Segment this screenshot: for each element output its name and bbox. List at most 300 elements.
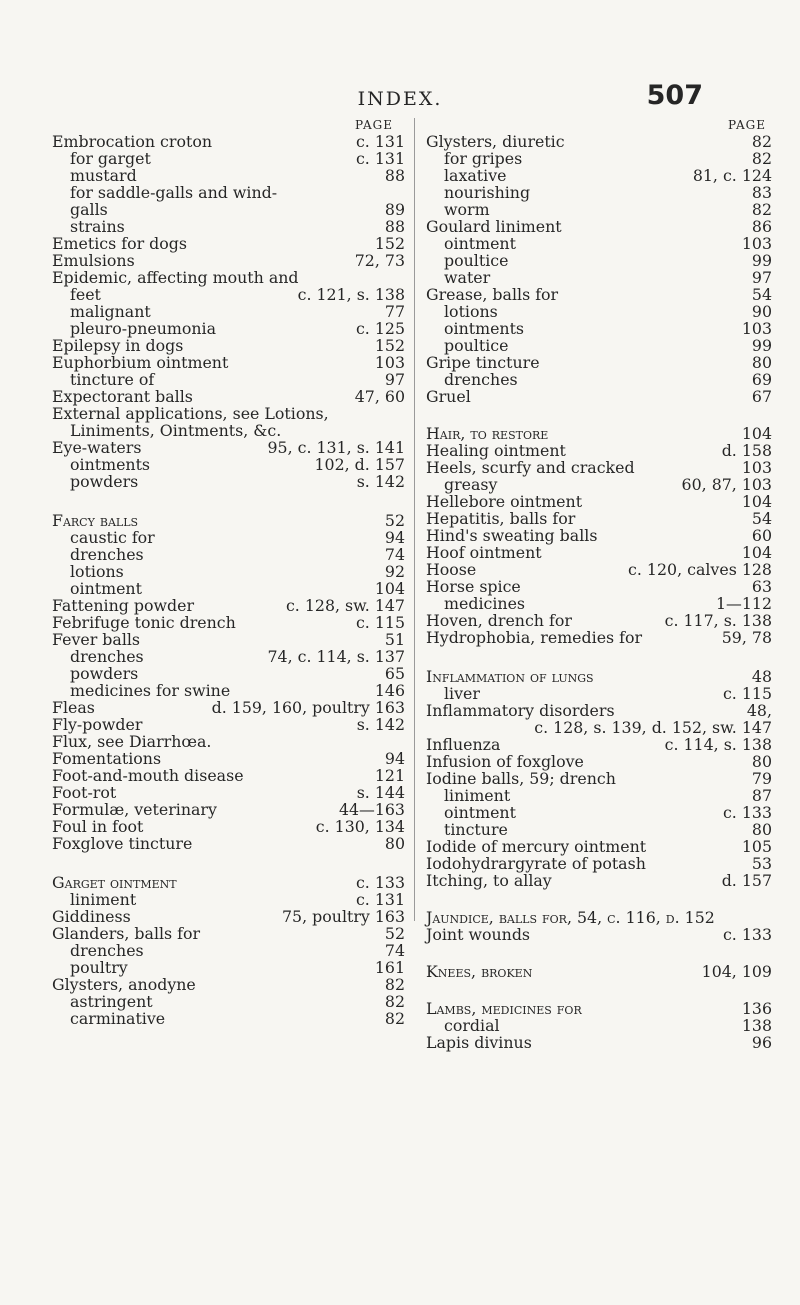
index-entry [426, 201, 772, 218]
index-entry [426, 388, 772, 405]
entry-page-ref: d. 157 [721, 871, 772, 890]
entry-term: Flux, see Diarrhœa. [52, 732, 212, 751]
index-entry [52, 835, 405, 852]
index-entry [52, 665, 405, 682]
entry-term: pleuro-pneumonia [70, 319, 217, 338]
entry-term: Hair, to restore [426, 424, 549, 443]
index-entry [426, 252, 772, 269]
index-entry [52, 818, 405, 835]
entry-page-ref: 54 [751, 285, 772, 304]
entry-page-ref: 63 [751, 577, 772, 596]
entry-page-ref: d. 158 [721, 441, 772, 460]
entry-term: ointments [70, 455, 151, 474]
entry-term: drenches [444, 370, 518, 389]
index-entry [52, 631, 405, 648]
entry-page-ref: 51 [384, 630, 405, 649]
group-spacer [52, 490, 405, 512]
entry-page-ref: 53 [751, 854, 772, 873]
index-entry [426, 804, 772, 821]
entry-term: tincture [444, 820, 508, 839]
entry-page-ref: 94 [384, 749, 405, 768]
index-entry [426, 133, 772, 150]
index-entry [52, 976, 405, 993]
entry-page-ref: 105 [741, 837, 772, 856]
entry-term: Healing ointment [426, 441, 566, 460]
group-spacer [426, 943, 772, 963]
index-entry [52, 252, 405, 269]
entry-page-ref: 161 [374, 958, 405, 977]
entry-term: Foul in foot [52, 817, 144, 836]
entry-term: strains [70, 217, 125, 236]
index-entry [426, 354, 772, 371]
entry-page-ref: 103 [741, 458, 772, 477]
entry-page-ref: c. 125 [355, 319, 405, 338]
entry-term: liniment [70, 890, 137, 909]
index-entry [426, 527, 772, 544]
index-entry [426, 167, 772, 184]
page-column-label: PAGE [728, 118, 766, 132]
entry-term: Infusion of foxglove [426, 752, 584, 771]
entry-term: Hind's sweating balls [426, 526, 598, 545]
entry-page-ref: c. 120, calves 128 [628, 560, 772, 579]
entry-term: Epidemic, affecting mouth and [52, 268, 299, 287]
entry-term: Glanders, balls for [52, 924, 201, 943]
entry-page-ref: 1—112 [716, 594, 772, 613]
index-entry [52, 337, 405, 354]
index-entry [426, 872, 772, 889]
index-entry [52, 1010, 405, 1027]
group-spacer [426, 646, 772, 668]
entry-page-ref: 88 [384, 166, 405, 185]
entry-page-ref: c. 133 [722, 803, 772, 822]
entry-term: Foot-and-mouth disease [52, 766, 244, 785]
entry-page-ref: 104 [741, 492, 772, 511]
entry-term: Inflammation of lungs [426, 667, 594, 686]
index-entry [426, 459, 772, 476]
entry-page-ref: 92 [384, 562, 405, 581]
index-entry [426, 561, 772, 578]
index-entry [426, 668, 772, 685]
index-entry [52, 925, 405, 942]
entry-term: caustic for [70, 528, 155, 547]
index-entry [52, 150, 405, 167]
entry-term: ointment [444, 803, 516, 822]
entry-term: Jaundice, balls for, 54, c. 116, d. 152 [426, 908, 715, 927]
index-entry [52, 456, 405, 473]
index-entry [52, 699, 405, 716]
index-entry [426, 218, 772, 235]
entry-page-ref: c. 131 [355, 132, 405, 151]
index-entry [426, 736, 772, 753]
entry-term: External applications, see Lotions, Liniments, Ointments, &c. [52, 404, 329, 440]
entry-page-ref: 60, 87, 103 [681, 475, 772, 494]
entry-term: galls [70, 200, 108, 219]
index-entry [52, 388, 405, 405]
entry-term: Iodohydrargyrate of potash [426, 854, 646, 873]
entry-page-ref: c. 130, 134 [315, 817, 405, 836]
index-entry [426, 184, 772, 201]
entry-term: lotions [444, 302, 498, 321]
entry-page-ref: 82 [751, 200, 772, 219]
entry-page-ref: 95, c. 131, s. 141 [267, 438, 405, 457]
entry-term: Iodide of mercury ointment [426, 837, 647, 856]
entry-page-ref: 82 [384, 975, 405, 994]
index-entry [52, 580, 405, 597]
index-entry [52, 874, 405, 891]
entry-page-ref: 94 [384, 528, 405, 547]
entry-page-ref: 80 [384, 834, 405, 853]
entry-term: Hoof ointment [426, 543, 542, 562]
entry-page-ref: 138 [741, 1016, 772, 1035]
entry-term: ointment [70, 579, 142, 598]
index-entry [52, 682, 405, 699]
entry-term: malignant [70, 302, 151, 321]
entry-term: Fleas [52, 698, 95, 717]
entry-term: nourishing [444, 183, 531, 202]
entry-term: water [444, 268, 491, 287]
group-spacer [426, 889, 772, 909]
index-entry [426, 926, 772, 943]
index-entry [52, 269, 405, 286]
index-entry [426, 909, 772, 926]
index-entry [426, 286, 772, 303]
entry-page-ref: 79 [751, 769, 772, 788]
index-entry [426, 821, 772, 838]
index-entry [52, 614, 405, 631]
index-entry [426, 371, 772, 388]
entry-page-ref: 59, 78 [721, 628, 772, 647]
entry-term: astringent [70, 992, 153, 1011]
entry-page-ref: 67 [751, 387, 772, 406]
index-entry [426, 235, 772, 252]
entry-term: liniment [444, 786, 511, 805]
entry-term: laxative [444, 166, 507, 185]
index-entry [426, 1000, 772, 1017]
entry-term: Hoose [426, 560, 477, 579]
index-entry [426, 787, 772, 804]
index-entry [52, 767, 405, 784]
entry-page-ref: 48 [751, 667, 772, 686]
index-entry [426, 855, 772, 872]
entry-term: Hepatitis, balls for [426, 509, 576, 528]
entry-term: Febrifuge tonic drench [52, 613, 236, 632]
page-column-label: PAGE [355, 118, 393, 132]
entry-term: Hoven, drench for [426, 611, 572, 630]
entry-page-ref: 99 [751, 251, 772, 270]
entry-page-ref: s. 144 [356, 783, 405, 802]
entry-term: Itching, to allay [426, 871, 552, 890]
entry-term: Gruel [426, 387, 471, 406]
entry-term: poultry [70, 958, 128, 977]
index-entry [52, 218, 405, 235]
index-entry [52, 439, 405, 456]
entry-page-ref: 82 [751, 149, 772, 168]
entry-page-ref: c. 121, s. 138 [297, 285, 405, 304]
entry-page-ref: 44—163 [338, 800, 405, 819]
index-entry [52, 908, 405, 925]
index-groups [426, 133, 772, 1051]
entry-page-ref: 75, poultry 163 [282, 907, 405, 926]
entry-page-ref: 102, d. 157 [314, 455, 405, 474]
entry-page-ref: 104, 109 [701, 962, 772, 981]
index-entry [52, 716, 405, 733]
index-entry [426, 320, 772, 337]
index-entry [426, 685, 772, 702]
entry-term: feet [70, 285, 101, 304]
entry-page-ref: 103 [374, 353, 405, 372]
index-entry [426, 510, 772, 527]
index-entry [426, 963, 772, 980]
entry-term: Foot-rot [52, 783, 117, 802]
entry-term: Glysters, anodyne [52, 975, 196, 994]
index-entry [52, 801, 405, 818]
entry-page-ref: 69 [751, 370, 772, 389]
entry-page-ref: 81, c. 124 [692, 166, 772, 185]
entry-page-ref: 90 [751, 302, 772, 321]
index-entry [52, 184, 405, 201]
entry-term: Glysters, diuretic [426, 132, 565, 151]
entry-page-ref: d. 159, 160, poultry 163 [211, 698, 405, 717]
index-entry [52, 597, 405, 614]
index-entry [426, 544, 772, 561]
entry-page-ref: 89 [384, 200, 405, 219]
entry-page-ref: 48, [746, 701, 772, 720]
entry-term: c. 128, s. 139, d. 152, sw. 147 [534, 718, 772, 737]
entry-page-ref: 152 [374, 336, 405, 355]
index-entry [426, 337, 772, 354]
index-entry [426, 150, 772, 167]
index-entry [426, 425, 772, 442]
entry-page-ref: c. 115 [355, 613, 405, 632]
entry-term: Influenza [426, 735, 501, 754]
index-entry [426, 476, 772, 493]
entry-page-ref: c. 117, s. 138 [664, 611, 772, 630]
entry-page-ref: 97 [384, 370, 405, 389]
entry-page-ref: 60 [751, 526, 772, 545]
index-entry [52, 563, 405, 580]
index-entry [52, 133, 405, 150]
entry-term: carminative [70, 1009, 166, 1028]
entry-term: Iodine balls, 59; drench [426, 769, 616, 788]
entry-term: Euphorbium ointment [52, 353, 229, 372]
entry-term: tincture of [70, 370, 155, 389]
index-groups [52, 133, 405, 1027]
entry-term: powders [70, 664, 139, 683]
entry-term: poultice [444, 336, 509, 355]
page-number: 507 [646, 80, 703, 111]
index-entry [426, 629, 772, 646]
index-entry [426, 753, 772, 770]
entry-term: Fly-powder [52, 715, 143, 734]
entry-term: Fattening powder [52, 596, 195, 615]
entry-term: powders [70, 472, 139, 491]
entry-term: liver [444, 684, 480, 703]
entry-term: Joint wounds [426, 925, 531, 944]
entry-term: Knees, broken [426, 962, 533, 981]
entry-page-ref: 82 [384, 1009, 405, 1028]
entry-term: mustard [70, 166, 137, 185]
entry-page-ref: 77 [384, 302, 405, 321]
index-entry [426, 770, 772, 787]
index-entry [52, 303, 405, 320]
entry-page-ref: 80 [751, 353, 772, 372]
index-entry [426, 595, 772, 612]
entry-term: Embrocation croton [52, 132, 212, 151]
entry-page-ref: 52 [384, 511, 405, 530]
index-entry [52, 784, 405, 801]
running-head-title: INDEX. [357, 88, 443, 110]
index-entry [52, 529, 405, 546]
entry-term: Fomentations [52, 749, 162, 768]
group-spacer [426, 980, 772, 1000]
index-entry [426, 269, 772, 286]
entry-term: Goulard liniment [426, 217, 562, 236]
entry-term: Lambs, medicines for [426, 999, 582, 1018]
entry-page-ref: c. 115 [722, 684, 772, 703]
entry-page-ref: 99 [751, 336, 772, 355]
entry-page-ref: 96 [751, 1033, 772, 1052]
entry-term: Formulæ, veterinary [52, 800, 217, 819]
entry-term: Emulsions [52, 251, 135, 270]
entry-term: Gripe tincture [426, 353, 540, 372]
entry-term: drenches [70, 941, 144, 960]
entry-page-ref: 104 [741, 543, 772, 562]
entry-term: Fever balls [52, 630, 141, 649]
index-entry [52, 891, 405, 908]
index-entry [52, 473, 405, 490]
entry-page-ref: 83 [751, 183, 772, 202]
entry-page-ref: c. 133 [355, 873, 405, 892]
entry-page-ref: 103 [741, 234, 772, 253]
group-spacer [52, 852, 405, 874]
entry-page-ref: 80 [751, 820, 772, 839]
entry-page-ref: 103 [741, 319, 772, 338]
entry-page-ref: 152 [374, 234, 405, 253]
entry-page-ref: 97 [751, 268, 772, 287]
entry-page-ref: c. 128, sw. 147 [285, 596, 405, 615]
index-entry [426, 612, 772, 629]
entry-page-ref: 80 [751, 752, 772, 771]
index-entry [426, 1017, 772, 1034]
index-entry [426, 578, 772, 595]
entry-page-ref: c. 131 [355, 149, 405, 168]
entry-term: Eye-waters [52, 438, 142, 457]
index-entry [52, 235, 405, 252]
entry-page-ref: 47, 60 [354, 387, 405, 406]
entry-term: for garget [70, 149, 151, 168]
entry-page-ref: c. 133 [722, 925, 772, 944]
entry-term: greasy [444, 475, 498, 494]
entry-page-ref: 52 [384, 924, 405, 943]
index-entry [426, 702, 772, 719]
entry-page-ref: 86 [751, 217, 772, 236]
entry-page-ref: 82 [751, 132, 772, 151]
entry-term: Hydrophobia, remedies for [426, 628, 643, 647]
index-entry [52, 993, 405, 1010]
entry-page-ref: 72, 73 [354, 251, 405, 270]
entry-term: drenches [70, 647, 144, 666]
entry-term: Expectorant balls [52, 387, 193, 406]
index-entry [426, 493, 772, 510]
entry-page-ref: 88 [384, 217, 405, 236]
entry-term: poultice [444, 251, 509, 270]
entry-term: Giddiness [52, 907, 131, 926]
entry-page-ref: 74, c. 114, s. 137 [267, 647, 405, 666]
entry-term: for gripes [444, 149, 523, 168]
entry-page-ref: 74 [384, 941, 405, 960]
entry-term: Inflammatory disorders [426, 701, 615, 720]
entry-term: worm [444, 200, 490, 219]
entry-page-ref: 87 [751, 786, 772, 805]
entry-term: drenches [70, 545, 144, 564]
entry-page-ref: s. 142 [356, 472, 405, 491]
entry-page-ref: 74 [384, 545, 405, 564]
index-entry [52, 201, 405, 218]
entry-page-ref: 65 [384, 664, 405, 683]
entry-page-ref: 104 [374, 579, 405, 598]
index-column-right [414, 118, 772, 1052]
index-entry [52, 320, 405, 337]
entry-term: ointments [444, 319, 525, 338]
index-entry [52, 354, 405, 371]
entry-term: Grease, balls for [426, 285, 559, 304]
entry-page-ref: c. 114, s. 138 [664, 735, 772, 754]
entry-term: Foxglove tincture [52, 834, 193, 853]
index-entry [52, 750, 405, 767]
index-entry [52, 405, 405, 439]
index-entry [426, 1034, 772, 1051]
index-entry [52, 733, 405, 750]
index-entry [52, 648, 405, 665]
index-entry [426, 303, 772, 320]
entry-term: medicines [444, 594, 526, 613]
entry-term: Heels, scurfy and cracked [426, 458, 635, 477]
index-entry [52, 546, 405, 563]
entry-term: Hellebore ointment [426, 492, 583, 511]
index-entry [52, 167, 405, 184]
entry-page-ref: 136 [741, 999, 772, 1018]
index-column-left [52, 118, 405, 1027]
entry-term: ointment [444, 234, 516, 253]
index-entry [52, 371, 405, 388]
entry-page-ref: c. 131 [355, 890, 405, 909]
index-entry [52, 286, 405, 303]
entry-term: Emetics for dogs [52, 234, 188, 253]
entry-term: for saddle-galls and wind- [70, 183, 278, 202]
entry-term: Lapis divinus [426, 1033, 532, 1052]
entry-term: Garget ointment [52, 873, 177, 892]
entry-term: Farcy balls [52, 511, 139, 530]
entry-term: medicines for swine [70, 681, 231, 700]
index-entry [426, 442, 772, 459]
entry-page-ref: 146 [374, 681, 405, 700]
index-entry [52, 942, 405, 959]
entry-term: Epilepsy in dogs [52, 336, 184, 355]
entry-page-ref: 82 [384, 992, 405, 1011]
index-entry [426, 838, 772, 855]
entry-page-ref: s. 142 [356, 715, 405, 734]
index-entry [52, 959, 405, 976]
entry-term: lotions [70, 562, 124, 581]
entry-page-ref: 54 [751, 509, 772, 528]
entry-page-ref: 104 [741, 424, 772, 443]
index-entry [426, 719, 772, 736]
index-entry [52, 512, 405, 529]
entry-term: cordial [444, 1016, 500, 1035]
group-spacer [426, 405, 772, 425]
entry-page-ref: 121 [374, 766, 405, 785]
entry-term: Horse spice [426, 577, 521, 596]
